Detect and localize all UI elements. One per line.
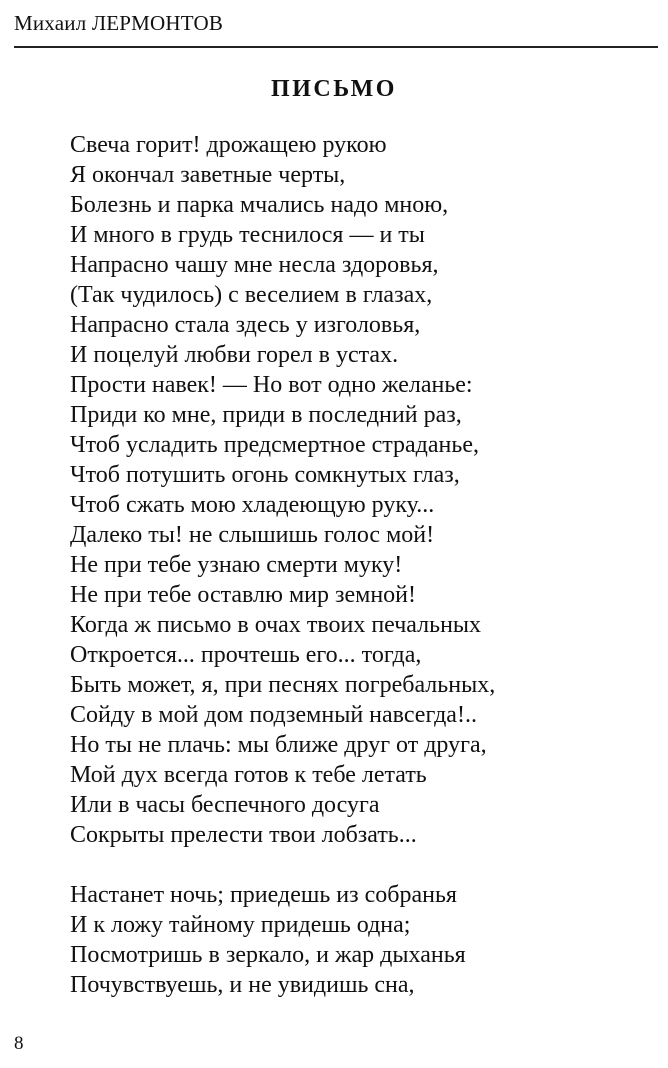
stanza — [70, 130, 660, 850]
poem-line: Мой дух всегда готов к тебе летать — [70, 762, 427, 788]
poem-line: Напрасно стала здесь у изголовья, — [70, 312, 421, 338]
poem-line: Или в часы беспечного досуга — [70, 792, 380, 818]
poem-line: Далеко ты! не слышишь голос мой! — [70, 522, 435, 548]
poem-body — [70, 130, 660, 1000]
poem-line: Не при тебе узнаю смерти муку! — [70, 552, 403, 578]
poem-line: Сокрыты прелести твои лобзать... — [70, 822, 417, 848]
header-rule — [14, 46, 658, 48]
poem-line: Чтоб сжать мою хладеющую руку... — [70, 492, 435, 518]
poem-line: Когда ж письмо в очах твоих печальных — [70, 612, 482, 638]
poem-line: Напрасно чашу мне несла здоровья, — [70, 252, 439, 278]
poem-line: Болезнь и парка мчались надо мною, — [70, 192, 449, 218]
stanza — [70, 880, 660, 1000]
poem-line: Быть может, я, при песнях погребальных, — [70, 672, 496, 698]
poem-line: Я окончал заветные черты, — [70, 162, 346, 188]
poem-line: Почувствуешь, и не увидишь сна, — [70, 972, 415, 998]
poem-line: И поцелуй любви горел в устах. — [70, 342, 399, 368]
poem-line: Откроется... прочтешь его... тогда, — [70, 642, 422, 668]
poem-line: И много в грудь теснилося — и ты — [70, 222, 425, 248]
poem-line: Свеча горит! дрожащею рукою — [70, 132, 387, 158]
poem-line: Но ты не плачь: мы ближе друг от друга, — [70, 732, 487, 758]
page-number: 8 — [14, 1033, 24, 1054]
poem-line: И к ложу тайному придешь одна; — [70, 912, 411, 938]
poem-line: Прости навек! — Но вот одно желанье: — [70, 372, 473, 398]
poem-line: (Так чудилось) с веселием в глазах, — [70, 282, 433, 308]
poem-line: Приди ко мне, приди в последний раз, — [70, 402, 462, 428]
poem-line: Не при тебе оставлю мир земной! — [70, 582, 416, 608]
poem-line: Посмотришь в зеркало, и жар дыханья — [70, 942, 466, 968]
poem-line: Чтоб потушить огонь сомкнутых глаз, — [70, 462, 460, 488]
poem-line: Сойду в мой дом подземный навсегда!.. — [70, 702, 477, 728]
poem-line: Чтоб усладить предсмертное страданье, — [70, 432, 479, 458]
running-head: Михаил ЛЕРМОНТОВ — [14, 11, 224, 35]
poem-line: Настанет ночь; приедешь из собранья — [70, 882, 457, 908]
poem-title: ПИСЬМО — [271, 76, 397, 102]
